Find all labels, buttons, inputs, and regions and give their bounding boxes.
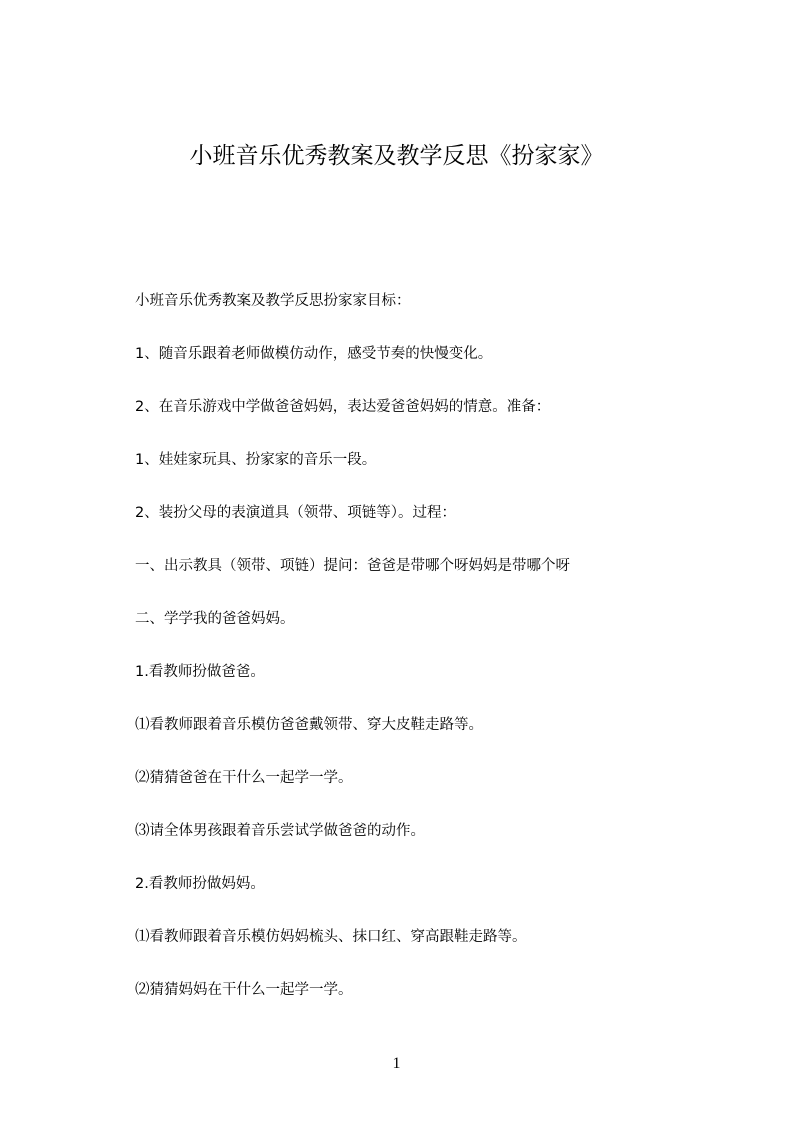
paragraph-step-2-2-b: ⑵猜猜妈妈在干什么一起学一学。: [135, 982, 353, 998]
paragraph-prep-1: 1、娃娃家玩具、扮家家的音乐一段。: [135, 452, 377, 468]
paragraph-goal-2: 2、在音乐游戏中学做爸爸妈妈，表达爱爸爸妈妈的情意。准备：: [135, 399, 551, 415]
paragraph-step-2-1-c: ⑶请全体男孩跟着音乐尝试学做爸爸的动作。: [135, 823, 425, 839]
page-number: 1: [392, 1055, 401, 1072]
paragraph-goal-heading: 小班音乐优秀教案及教学反思扮家家目标：: [135, 293, 411, 309]
paragraph-step-2-1: 1.看教师扮做爸爸。: [135, 664, 265, 680]
document-title: 小班音乐优秀教案及教学反思《扮家家》: [189, 143, 604, 169]
paragraph-goal-1: 1、随音乐跟着老师做模仿动作，感受节奏的快慢变化。: [135, 346, 493, 362]
paragraph-step-2: 二、学学我的爸爸妈妈。: [135, 611, 295, 627]
paragraph-step-2-2-a: ⑴看教师跟着音乐模仿妈妈梳头、抹口红、穿高跟鞋走路等。: [135, 929, 527, 945]
paragraph-step-1: 一、出示教具（领带、项链）提问：爸爸是带哪个呀妈妈是带哪个呀: [135, 558, 570, 574]
paragraph-step-2-2: 2.看教师扮做妈妈。: [135, 876, 265, 892]
paragraph-step-2-1-b: ⑵猜猜爸爸在干什么一起学一学。: [135, 770, 353, 786]
paragraph-prep-2: 2、装扮父母的表演道具（领带、项链等）。过程：: [135, 505, 456, 521]
paragraph-step-2-1-a: ⑴看教师跟着音乐模仿爸爸戴领带、穿大皮鞋走路等。: [135, 717, 483, 733]
